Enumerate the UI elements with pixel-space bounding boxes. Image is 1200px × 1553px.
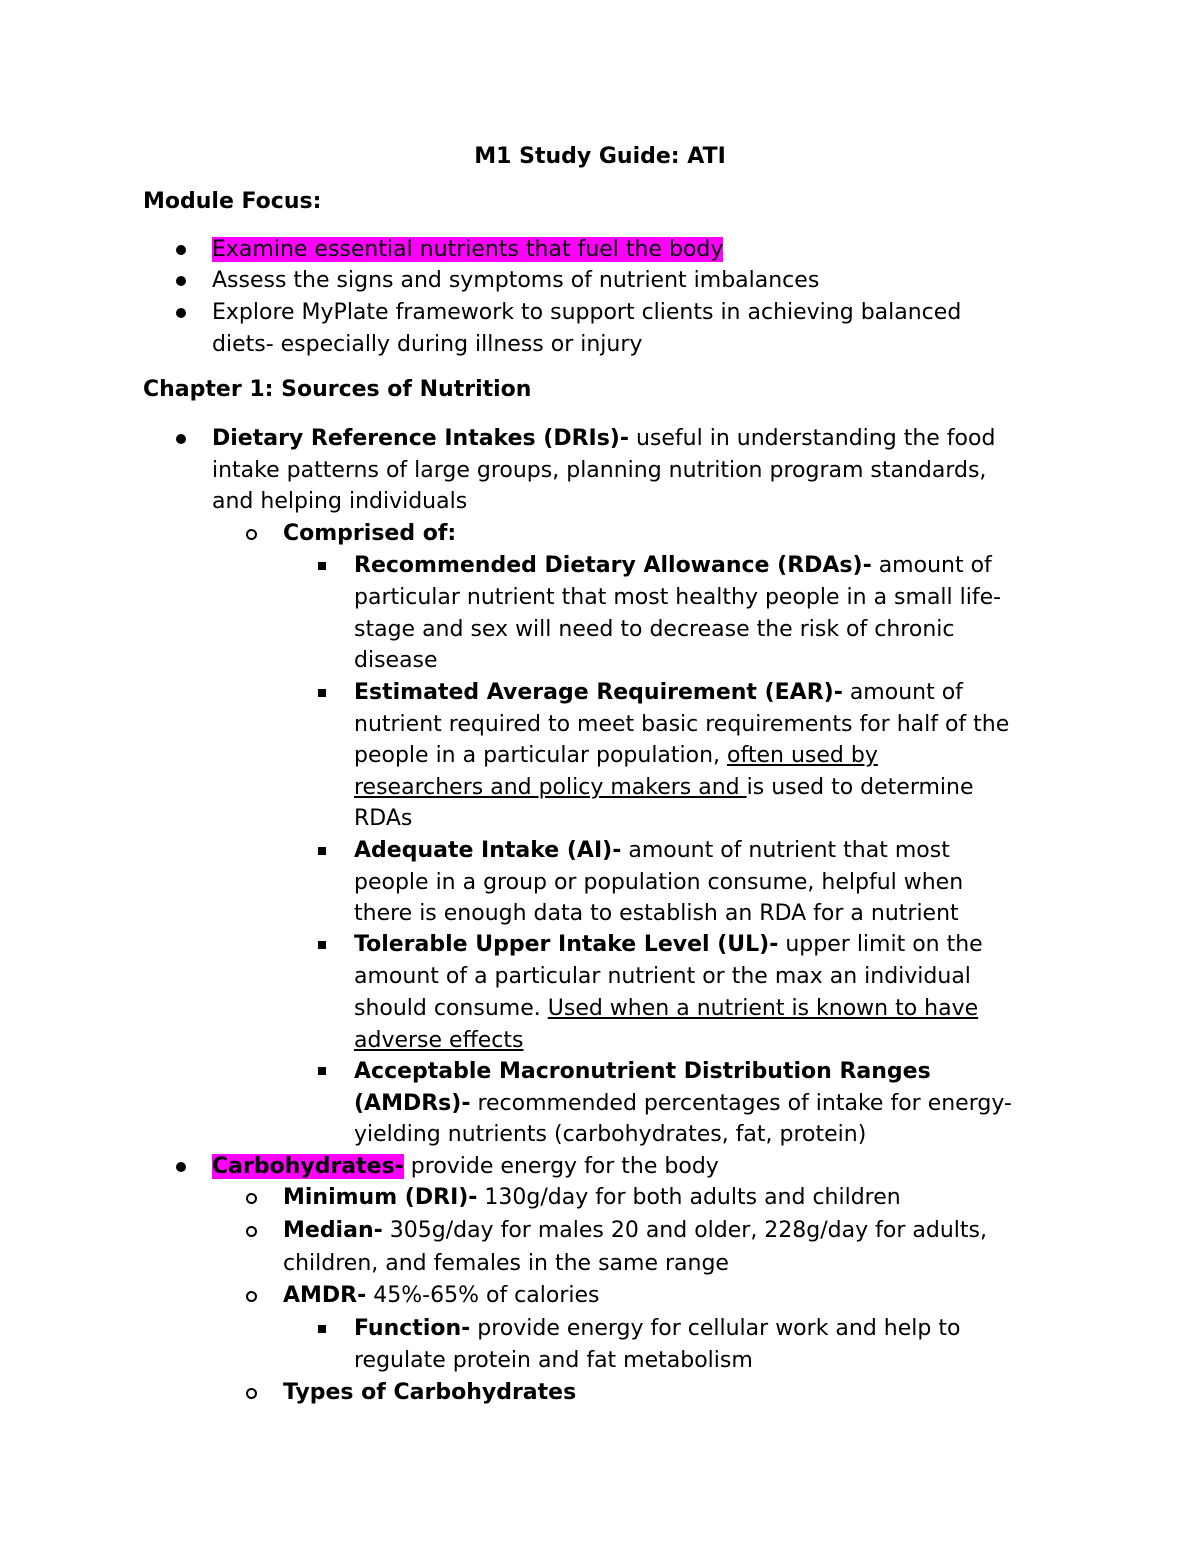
chapter-heading: Chapter 1: Sources of Nutrition	[143, 377, 532, 402]
amdr-line: (AMDRs)- recommended percentages of intake for energy-	[354, 1091, 1012, 1116]
bullet-square	[318, 1067, 326, 1075]
page-title: M1 Study Guide: ATI	[474, 144, 726, 169]
bullet-disc	[176, 308, 186, 318]
bullet-disc	[176, 1162, 186, 1172]
ear-item: Estimated Average Requirement (EAR)- amount of	[354, 680, 963, 705]
ear-line: researchers and policy makers and is used to determine	[354, 775, 974, 800]
bullet-circle	[246, 1193, 257, 1204]
bullet-square	[318, 562, 326, 570]
bullet-disc	[176, 434, 186, 444]
dri-line: and helping individuals	[212, 489, 468, 514]
bullet-square	[318, 689, 326, 697]
bullet-disc	[176, 245, 186, 255]
ul-item: Tolerable Upper Intake Level (UL)- upper limit on the	[354, 932, 983, 957]
dri-line: intake patterns of large groups, planning nutrition program standards,	[212, 458, 987, 483]
rda-line: disease	[354, 648, 438, 673]
focus-item-2: Assess the signs and symptoms of nutrient imbalances	[212, 268, 820, 293]
ul-line: should consume. Used when a nutrient is known to have	[354, 996, 979, 1021]
bullet-square	[318, 1325, 326, 1333]
bullet-square	[318, 847, 326, 855]
ear-line: nutrient required to meet basic requirements for half of the	[354, 712, 1010, 737]
carbs-minimum: Minimum (DRI)- 130g/day for both adults and children	[283, 1185, 901, 1210]
ul-line: adverse effects	[354, 1028, 524, 1053]
bullet-circle	[246, 1226, 257, 1237]
amdr-item: Acceptable Macronutrient Distribution Ranges	[354, 1059, 931, 1084]
bullet-circle	[246, 1388, 257, 1399]
comprised-of: Comprised of:	[283, 521, 457, 546]
focus-item-1: Examine essential nutrients that fuel the body	[212, 237, 724, 262]
rda-line: particular nutrient that most healthy people in a small life-	[354, 585, 1002, 610]
rda-line: stage and sex will need to decrease the risk of chronic	[354, 617, 955, 642]
carbs-median: Median- 305g/day for males 20 and older, 228g/day for adults,	[283, 1218, 987, 1243]
ai-line: people in a group or population consume, helpful when	[354, 870, 964, 895]
carbs-types: Types of Carbohydrates	[283, 1380, 577, 1405]
rda-item: Recommended Dietary Allowance (RDAs)- amount of	[354, 553, 992, 578]
ul-line: amount of a particular nutrient or the max an individual	[354, 964, 971, 989]
focus-item-3: Explore MyPlate framework to support clients in achieving balanced	[212, 300, 962, 325]
ai-item: Adequate Intake (AI)- amount of nutrient that most	[354, 838, 950, 863]
dri-item: Dietary Reference Intakes (DRIs)- useful in understanding the food	[212, 426, 996, 451]
carbs-median-line: children, and females in the same range	[283, 1251, 729, 1276]
carbs-function-line: regulate protein and fat metabolism	[354, 1348, 753, 1373]
carbs-function: Function- provide energy for cellular work and help to	[354, 1316, 961, 1341]
amdr-line: yielding nutrients (carbohydrates, fat, protein)	[354, 1122, 867, 1147]
carbs-amdr: AMDR- 45%-65% of calories	[283, 1283, 600, 1308]
focus-item-3-cont: diets- especially during illness or injury	[212, 332, 643, 357]
module-focus-heading: Module Focus:	[143, 189, 322, 214]
carbs-item: Carbohydrates- provide energy for the body	[212, 1154, 719, 1179]
ai-line: there is enough data to establish an RDA for a nutrient	[354, 901, 959, 926]
bullet-circle	[246, 1291, 257, 1302]
bullet-circle	[246, 529, 257, 540]
ear-line: people in a particular population, often used by	[354, 743, 878, 768]
bullet-square	[318, 941, 326, 949]
ear-line: RDAs	[354, 806, 413, 831]
bullet-disc	[176, 276, 186, 286]
